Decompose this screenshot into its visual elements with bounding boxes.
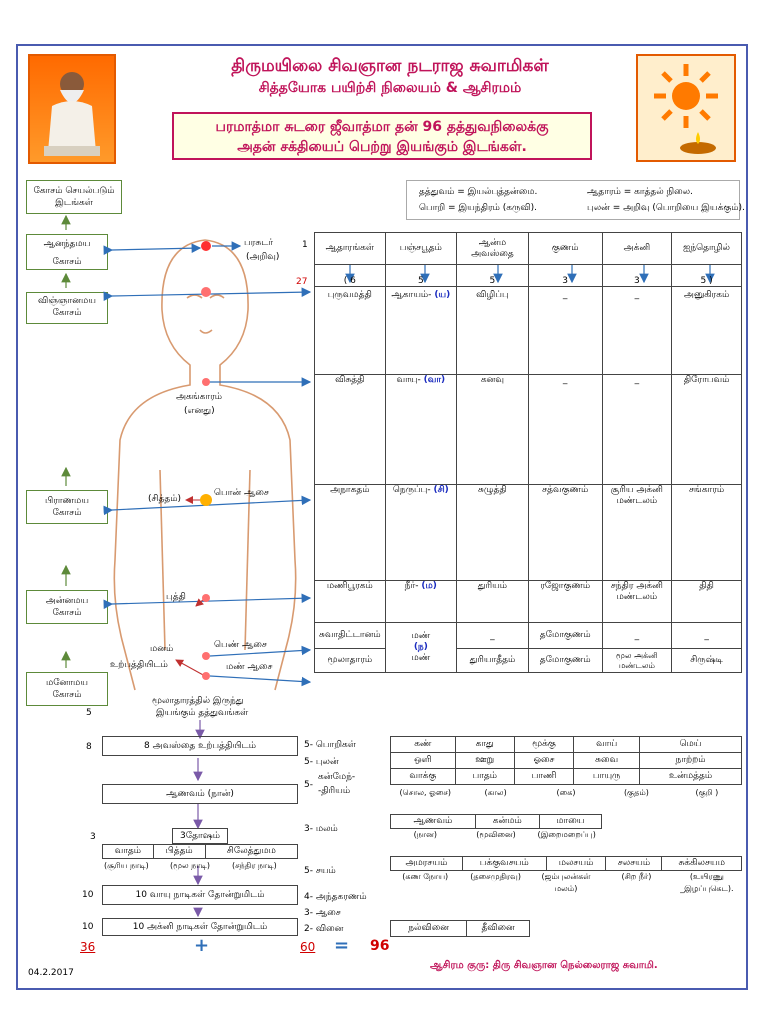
cell (385, 623, 457, 673)
cell: விழிப்பு (457, 287, 529, 375)
main-table (314, 232, 742, 673)
table-row (391, 737, 742, 753)
page-subtitle: சித்தயோக பயிற்சி நிலையம் & ஆசிரமம் (258, 80, 522, 96)
nadi-surya: (சூரிய நாடி) (104, 861, 149, 870)
legend-tattuvam: தத்துவம் = இயல்புத்தன்மை. (419, 187, 538, 197)
label-sayam: 5- சயம் (304, 866, 336, 876)
cell: தமோகுணம் (528, 623, 602, 649)
cell: பாதம் (455, 769, 514, 785)
cell: மணிபூரகம் (315, 581, 386, 623)
label-porigal: 5- பொறிகள் (304, 740, 356, 750)
bhuta: வாயு- (396, 375, 421, 385)
count-cell: 5 (457, 265, 529, 287)
label-num-5: 5 (86, 708, 92, 718)
label-malam: 3- மலம் (304, 824, 338, 834)
cell: உன்மத்தம் (640, 769, 742, 785)
sub-cell: (தசைமுதிரவு) (470, 872, 521, 881)
cell: மாயை (539, 815, 601, 829)
anavam-box: ஆணவம் (நான்) (102, 784, 298, 804)
cell: சலசயம் (606, 857, 662, 871)
banner-line-1: பரமாத்மா சுடரை ஜீவாத்மா தன் 96 தத்துவநிலைக்கு (215, 119, 549, 135)
cell (385, 375, 457, 485)
cell: விசுத்தி (315, 375, 386, 485)
cell: மூல அக்னி மண்டலம் (602, 649, 672, 673)
label-pulan: 5- புலன் (304, 757, 339, 767)
malam-sub-row (390, 830, 602, 840)
kosha-line: கோசம் (52, 508, 82, 518)
label-pen-asai: பெண் ஆசை (214, 640, 267, 650)
col-header: குணம் (528, 233, 602, 265)
bija: (வா) (423, 375, 446, 385)
table-row (315, 287, 742, 375)
sub-cell: (இறைமறைப்பு) (537, 830, 596, 839)
cell: _ (528, 375, 602, 485)
label-buddhi: புத்தி (166, 592, 186, 602)
sub-cell (390, 884, 460, 894)
cell: சுக்கிலசயம (662, 857, 742, 871)
thosham-item: வாதம் (103, 845, 154, 859)
cell: அமரசயம் (391, 857, 463, 871)
table-row (391, 769, 742, 785)
cell: சங்காரம் (672, 485, 742, 581)
cell: மூலாதாரம் (315, 649, 386, 673)
cell: _ (457, 623, 529, 649)
total-result: 96 (370, 938, 390, 954)
cell: கனவு (457, 375, 529, 485)
kosha-header: கோசம் செயல்படும் இடங்கள் (26, 180, 122, 214)
cell: ஒளி (391, 753, 456, 769)
vinai-table (390, 920, 530, 937)
sayam-sub-row (390, 872, 742, 882)
table-row (391, 921, 530, 937)
sub-cell (460, 884, 530, 894)
pori-table (390, 736, 742, 785)
bhuta: ஆகாயம்- (391, 290, 432, 300)
cell: சுவை (574, 753, 640, 769)
cell: மெய் (640, 737, 742, 753)
agni-box: 10 அக்னி நாடிகள் தோன்றுமிடம் (102, 918, 298, 936)
cell: _ (602, 287, 672, 375)
cell: _ (602, 375, 672, 485)
label-num-27: 27 (296, 277, 308, 287)
cell: சந்திர அக்னி மண்டலம் (602, 581, 672, 623)
cell: சூரிய அக்னி மண்டலம் (602, 485, 672, 581)
bhuta: மண் (411, 653, 431, 663)
cell: _ (528, 287, 602, 375)
avasthai-box: 8 அவஸ்தை உற்பத்தியிடம் (102, 736, 298, 756)
cell: தமோகுணம் (528, 649, 602, 673)
label-num-1: 1 (302, 240, 308, 250)
sub-cell (601, 884, 671, 894)
cell: சுழுத்தி (457, 485, 529, 581)
table-row (391, 815, 602, 829)
cell: தீவினை (467, 921, 530, 937)
thosham-box: 3தோஷம் (172, 828, 228, 844)
legend-pulan: புலன் = அறிவு (பொறியை இயக்கும்). (587, 203, 745, 213)
col-header: அக்னி (602, 233, 672, 265)
bija-na: (ந) (413, 642, 428, 652)
cell: பாணி (514, 769, 574, 785)
kosha-line: கோசம் (52, 690, 82, 700)
label-parasudar: பரசுடர் (244, 238, 274, 248)
label-manam: மனம் (150, 644, 174, 654)
footer-guru: ஆசிரம குரு: திரு சிவஞான நெல்லைராஜ சுவாமி. (430, 960, 658, 971)
cell (385, 485, 457, 581)
sub-cell: (குதம்) (623, 788, 649, 797)
kosha-line: விஞ்ஞானமய (38, 296, 96, 306)
label-pon-asai: பொன் ஆசை (214, 488, 269, 498)
label-chittam: (சித்தம்) (148, 494, 182, 504)
table-row (391, 753, 742, 769)
label-karma-2: -திரியம் (318, 786, 351, 796)
sub-cell: (சிற நீர்) (621, 872, 652, 881)
cell: திதி (672, 581, 742, 623)
cell: ஓசை (514, 753, 574, 769)
cell: அனுகிரகம் (672, 287, 742, 375)
label-enathu: (எனது) (184, 406, 215, 416)
cell (385, 287, 457, 375)
cell: சத்வகுணம் (528, 485, 602, 581)
table-row (315, 581, 742, 623)
cell: துரியாதீதம் (457, 649, 529, 673)
col-header: ஐந்தொழில் (672, 233, 742, 265)
cell: சிருஷ்டி (672, 649, 742, 673)
cell: ஆணவம் (391, 815, 476, 829)
cell: திரோபவம் (672, 375, 742, 485)
col-header: ஆன்ம அவஸ்தை (457, 233, 529, 265)
cell: வாக்கு (391, 769, 456, 785)
main-table-header (315, 233, 742, 265)
sub-cell: (சொல, ஓசை) (399, 788, 451, 797)
total-plus: + (194, 935, 210, 956)
sub-cell: (குறி ) (695, 788, 719, 797)
cell: நல்வினை (391, 921, 467, 937)
sub-cell: (கண நோய) (402, 872, 449, 881)
cell: பாயுரு (574, 769, 640, 785)
count-cell: 5 (385, 265, 457, 287)
sub-cell: (மூவினை) (476, 830, 516, 839)
label-asai: 3- ஆசை (304, 908, 341, 918)
cell: அநாகதம் (315, 485, 386, 581)
nadi-mula: (மூல நாடி) (170, 861, 210, 870)
total-left: 36 (80, 940, 96, 954)
legend-pori: பொறி = இயந்திரம் (கருவி). (419, 203, 538, 213)
count-cell: 3 (602, 265, 672, 287)
bija: (சி) (433, 485, 449, 495)
cell: ஊறு (455, 753, 514, 769)
table-row (391, 857, 742, 871)
label-man-asai: மண் ஆசை (226, 662, 273, 672)
bhuta: மண் (411, 631, 431, 641)
sub-cell: _இழப்புகெட). (680, 884, 734, 893)
kosha-line: அன்னமய (45, 596, 89, 606)
karma-sub-row (390, 788, 742, 798)
label-vinai: 2- வினை (304, 924, 344, 934)
total-eq: = (334, 935, 350, 956)
kosha-line: கோசம் (52, 308, 82, 318)
col-header: ஆதாரங்கள் (315, 233, 386, 265)
cell: _ (602, 623, 672, 649)
cell: _ (672, 623, 742, 649)
num-10-agni: 10 (82, 922, 94, 932)
label-antah: 4- அந்தகரணம் (304, 892, 367, 902)
label-utpatti: உற்பத்தியிடம் (110, 660, 168, 670)
nadi-chandra: (சந்திர நாடி) (232, 861, 277, 870)
footer-date: 04.2.2017 (28, 968, 74, 978)
kosha-line: மனோமய (45, 678, 89, 688)
bhuta: நீர்- (404, 581, 419, 591)
main-table-counts (315, 265, 742, 287)
table-row (315, 623, 742, 649)
sayam-sub-row-2 (390, 884, 742, 894)
kosha-line: கோசம் (52, 608, 82, 618)
cell: சுவாதிட்டானம் (315, 623, 386, 649)
thosham-item: சிலேத்துமம (205, 845, 297, 859)
cell: கன்மம் (475, 815, 539, 829)
cell: நாற்றம் (640, 753, 742, 769)
label-karma-1: கன்மேந்- (318, 772, 356, 782)
bija: (ம) (421, 581, 437, 591)
table-row (315, 485, 742, 581)
vayu-box: 10 வாயு நாடிகள் தோன்றுமிடம் (102, 885, 298, 905)
mulathara-note-2: இயங்கும் தத்துவங்கள் (156, 708, 249, 718)
label-ahankaram: அகங்காரம் (176, 392, 222, 402)
page-title: திருமயிலை சிவஞான நடராஜ சுவாமிகள் (231, 56, 549, 76)
kosha-line: கோசம் (52, 257, 82, 267)
label-arivu: (அறிவு) (246, 252, 280, 262)
count-cell: 3 (528, 265, 602, 287)
cell: ரஜோகுணம் (528, 581, 602, 623)
count-cell: ( 6 (315, 265, 386, 287)
count-cell: 5 ) (672, 265, 742, 287)
num-8: 8 (86, 742, 92, 752)
legend-adharam: ஆதாரம் = காத்தல் நிலை. (587, 187, 693, 197)
thosham-item: பித்தம் (153, 845, 205, 859)
sub-cell: (கால) (484, 788, 507, 797)
kosha-line: ஆனந்தமய (43, 239, 91, 249)
sub-cell: (ஜம்புலன்கள் (541, 872, 591, 881)
num-10-vayu: 10 (82, 890, 94, 900)
cell (385, 581, 457, 623)
cell: துரியம் (457, 581, 529, 623)
sub-cell: (நான) (413, 830, 437, 839)
table-row (315, 375, 742, 485)
label-karma-num: 5- (304, 780, 313, 790)
mulathara-note-1: மூலாதாரத்தில் இருந்து (152, 696, 244, 706)
cell: மூக்கு (514, 737, 574, 753)
cell: கண் (391, 737, 456, 753)
kosha-line: பிராணமய (45, 496, 89, 506)
col-header: பஞ்சபூதம் (385, 233, 457, 265)
cell: பக்குவசயம் (462, 857, 546, 871)
bija: (ய) (434, 290, 451, 300)
table-row (315, 649, 742, 673)
bhuta: நெருப்பு- (392, 485, 431, 495)
cell: புருவமத்தி (315, 287, 386, 375)
sub-cell: (உயிரணு (689, 872, 724, 881)
cell: காது (455, 737, 514, 753)
sayam-table (390, 856, 742, 871)
banner-line-2: அதன் சக்தியைப் பெற்று இயங்கும் இடங்கள். (237, 139, 527, 155)
cell: மலசயம் (546, 857, 606, 871)
num-3: 3 (90, 832, 96, 842)
sub-cell: (கை) (556, 788, 576, 797)
sub-cell: மலம்) (554, 884, 578, 893)
malam-table (390, 814, 602, 829)
cell: வாய் (574, 737, 640, 753)
thosham-table (102, 844, 298, 859)
total-mid: 60 (300, 940, 316, 954)
